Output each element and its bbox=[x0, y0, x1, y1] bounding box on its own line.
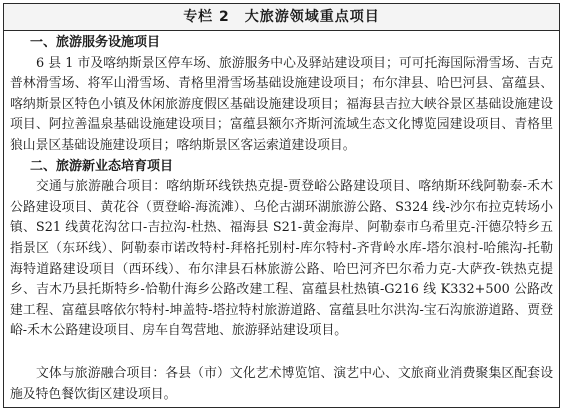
box-title: 专栏 2 大旅游领域重点项目 bbox=[4, 4, 559, 31]
section-paragraph: 6 县 1 市及喀纳斯景区停车场、旅游服务中心及驿站建设项目；可可托海国际滑雪场、吉克普林滑雪场、将军山滑雪场、青格里滑雪场基础设施建设项目；布尔津县、哈巴河县、富蕴县、喀纳斯景区特色小镇及休闲旅游度假区基础设施建设项目；福海县吉拉大峡谷景区基础设施建设项目、阿拉善温泉基础设施建设项目；富蕴县额尔齐斯河流域生态文化博览园建设项目、青格里狼山景区基础设施建设项目；喀纳斯景区客运索道建设项目。 bbox=[10, 55, 553, 153]
feature-box bbox=[3, 3, 560, 408]
section-heading: 二、旅游新业态培育项目 bbox=[30, 158, 174, 174]
section-heading: 一、旅游服务设施项目 bbox=[30, 35, 161, 50]
section-paragraph: 文体与旅游融合项目：各县（市）文化艺术博览馆、演艺中心、文旅商业消费聚集区配套设施及特色餐饮街区建设项目。 bbox=[10, 365, 553, 402]
section-paragraph: 交通与旅游融合项目：喀纳斯环线铁热克提-贾登峪公路建设项目、喀纳斯环线阿勒泰-禾木公路建设项目、黄花谷（贾登峪-海流滩）、乌伦古湖环湖旅游公路、S324 线-沙尔布拉克转场小镇、S21 线黄花沟岔口-吉拉沟-杜热、福海县 S21-黄金海岸、阿勒泰市乌希里克-汗德尕特乡五指景区（东环线）、阿勒泰市诺改特村-拜格托别村-库尔特村-齐背岭水库-塔尔浪村-哈熊沟-托勒海特道路建设项目（西环线）、布尔津县石林旅游公路、哈巴河齐巴尔希力克-大萨孜-铁热克提乡、吉木乃县托斯特乡-恰勒什海乡公路改建工程、富蕴县杜热镇-G216 线 K332+500 公路改建工程、富蕴县喀依尔特村-坤盖特-塔拉特村旅游道路、富蕴县吐尔洪沟-宝石沟旅游道路、贾登峪-禾木公路建设项目、房车自驾营地、旅游驿站建设项目。 bbox=[10, 179, 553, 339]
box-content bbox=[4, 31, 559, 405]
